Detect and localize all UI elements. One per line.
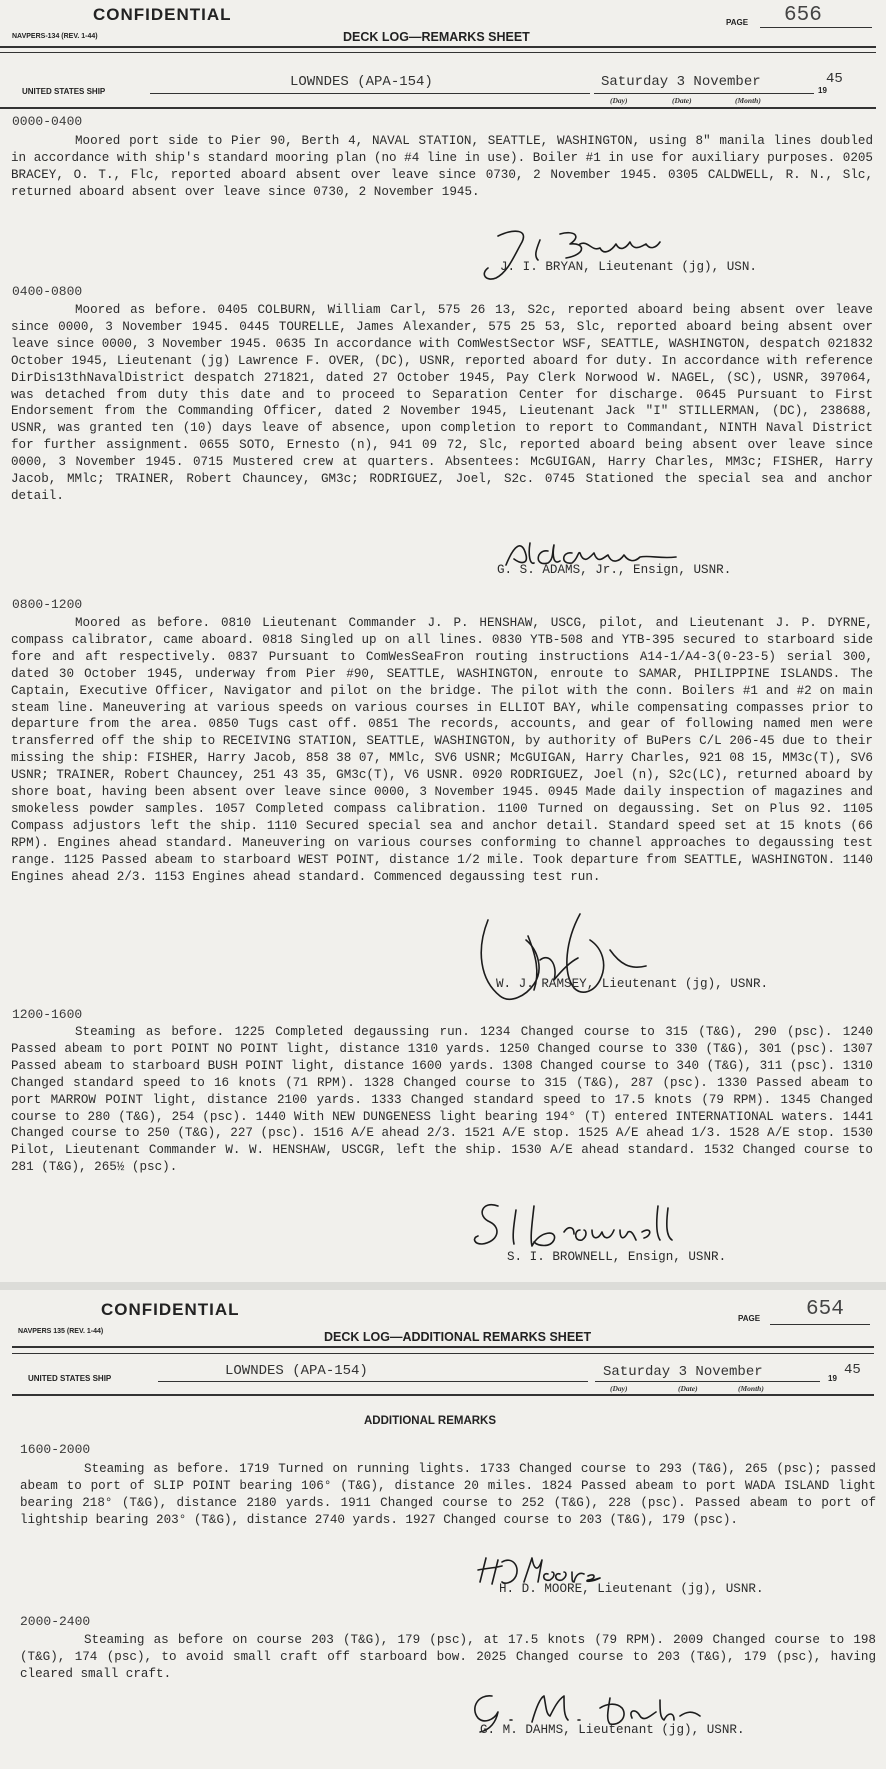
page-number: 654: [806, 1298, 844, 1321]
year-prefix: 19: [828, 1374, 837, 1383]
deck-log-additional-remarks-sheet: [0, 1290, 886, 1769]
caption-month: (Month): [735, 96, 761, 105]
caption-date: (Date): [672, 96, 692, 105]
caption-day: (Day): [610, 1384, 628, 1393]
header-rule-bottom: [0, 52, 876, 53]
watch-label: 2000-2400: [20, 1614, 91, 1629]
additional-remarks-heading: ADDITIONAL REMARKS: [364, 1415, 497, 1427]
signature-line: H. D. MOORE, Lieutenant (jg), USNR.: [499, 1582, 764, 1596]
watch-label: 1200-1600: [12, 1007, 83, 1022]
signature-line: J. I. BRYAN, Lieutenant (jg), USN.: [500, 260, 757, 274]
signature-line: S. I. BROWNELL, Ensign, USNR.: [507, 1250, 727, 1264]
signature-line: W. J. RAMSEY, Lieutenant (jg), USNR.: [496, 977, 769, 991]
year-suffix: 45: [826, 71, 843, 87]
page-underline: [770, 1324, 870, 1325]
sheet-title: DECK LOG—REMARKS SHEET: [343, 30, 530, 44]
entry-text: Steaming as before on course 203 (T&G), 179 (psc), at 17.5 knots (79 RPM). 2009 Changed course to 198 (T&G), 174 (psc), to avoid small craft off starboard bow. 2025 Changed course to 203 (T&G), 179 (psc), having cleared small craft.: [20, 1633, 876, 1681]
ship-name: LOWNDES (APA-154): [225, 1363, 368, 1379]
log-date: Saturday 3 November: [601, 74, 761, 90]
page-underline: [760, 27, 872, 28]
signature-brownell: [468, 1196, 688, 1256]
ship-label: UNITED STATES SHIP: [28, 1374, 112, 1383]
caption-month: (Month): [738, 1384, 764, 1393]
date-line: [595, 1381, 820, 1382]
ship-row-rule: [12, 1394, 874, 1396]
form-number: NAVPERS 135 (REV. 1-44): [18, 1328, 104, 1335]
ship-name: LOWNDES (APA-154): [290, 74, 433, 90]
confidential-stamp: CONFIDENTIAL: [101, 1300, 240, 1319]
caption-date: (Date): [678, 1384, 698, 1393]
signature-bryan: [470, 222, 690, 292]
entry-text: Moored as before. 0810 Lieutenant Commander J. P. HENSHAW, USCG, pilot, and Lieutenant J. P. DYRNE, compass calibrator, came aboard. 0818 Singled up on all lines. 0830 YTB-508 and YTB-395 secured to starboard side fore and aft respectively. 0837 Pursuant to ComWesSeaFron routing instructions A14-1/A4-3(0-23-5) serial 300, dated 30 October 1945, underway from Pier #90, SEATTLE, WASHINGTON, enroute to SAMAR, PHILIPPINE ISLANDS. The Captain, Executive Officer, Navigator and pilot on the bridge. The pilot with the conn. Boilers #1 and #2 on main steam line. Maneuvering at various speeds on various courses in ELLIOT BAY, while compensating compasses prior to departure from the area. 0850 Tugs cast off. 0851 The records, accounts, and gear of following named men were transferred off the ship to RECEIVING STATION, SEATTLE, WASHINGTON, by authority of BuPers C/L 206-45 due to their missing the ship: FISHER, Harry Jacob, 858 38 07, MMlc, SV6 USNR; McGUIGAN, Harry Charles, 921 08 15, MM3c(T), SV6 USNR; TRAINER, Robert Chauncey, 251 43 35, GM3c(T), V6 USNR. 0920 RODRIGUEZ, Joel (n), S2c(LC), returned aboard by shore boat, having been absent over leave since 0000, 3 November 1945. 0945 Made daily inspection of magazines and smokeless powder samples. 1057 Completed compass calibration. 1100 Turned on degaussing. Set on Plus 92. 1105 Compass adjustors left the ship. 1110 Secured special sea and anchor detail. Standard speed set at 15 knots (66 RPM). Engines ahead standard. Maneuvering on various courses conforming to channel approaches to degaussing test range. 1125 Passed abeam to starboard WEST POINT, distance 1/2 mile. Took departure from SEATTLE, WASHINGTON. 1140 Engines ahead 2/3. 1153 Engines ahead standard. Commenced degaussing test run.: [11, 616, 873, 884]
caption-day: (Day): [610, 96, 628, 105]
entry-text: Moored port side to Pier 90, Berth 4, NAVAL STATION, SEATTLE, WASHINGTON, using 8" manila lines doubled in accordance with ship's standard mooring plan (no #4 line in use). Boiler #1 in use for auxiliary purposes. 0205 BRACEY, O. T., Flc, reported aboard absent over leave since 0730, 2 November 1945. 0305 CALDWELL, R. N., Slc, returned aboard absent over leave since 0730, 2 November 1945.: [11, 134, 873, 199]
ship-row-rule: [0, 107, 876, 109]
watch-label: 0000-0400: [12, 114, 83, 129]
page-label: PAGE: [738, 1314, 761, 1323]
signature-ramsey: [470, 900, 710, 1010]
header-rule-bottom: [12, 1353, 874, 1354]
header-rule-top: [0, 46, 876, 48]
header-rule-top: [12, 1346, 874, 1348]
entry-text: Moored as before. 0405 COLBURN, William Carl, 575 26 13, S2c, reported aboard being absent over leave since 0000, 3 November 1945. 0445 TOURELLE, James Alexander, 575 25 53, Slc, reported aboard being absent over leave since 0000, 3 November 1945. 0635 In accordance with ComWestSector WSF, SEATTLE, WASHINGTON, despatch 021832 October 1945, Lieutenant (jg) Lawrence F. OVER, (DC), USNR, reported aboard for duty. In accordance with reference DirDis13thNavalDistrict despatch 271821, dated 27 October 1945, Pay Clerk Norwood W. NAGEL, (SC), USNR, 397064, was detached from duty this date and to proceed to Separation Center for discharge. 0645 Pursuant to First Endorsement from the Commanding Officer, dated 2 November 1945, Lieutenant Jack "I" STILLERMAN, (DC), 238688, USNR, was granted ten (10) days leave of absence, upon completion to report to Commandant, NINTH Naval District for further assignment. 0655 SOTO, Ernesto (n), 941 09 72, Slc, reported aboard being absent over leave since 0000, 3 November 1945. 0715 Mustered crew at quarters. Absentees: McGUIGAN, Harry Charles, MM3c; FISHER, Harry Jacob, MMlc; TRAINER, Robert Chauncey, GM3c; RODRIGUEZ, Joel, S2c. 0745 Stationed the special sea and anchor detail.: [11, 303, 873, 503]
signature-line: G. S. ADAMS, Jr., Ensign, USNR.: [497, 563, 732, 577]
entry-text: Steaming as before. 1225 Completed degaussing run. 1234 Changed course to 315 (T&G), 290 (psc). 1240 Passed abeam to port POINT NO POINT light, distance 1310 yards. 1250 Changed course to 330 (T&G), 301 (psc). 1307 Passed abeam to starboard BUSH POINT light, distance 1600 yards. 1308 Changed course to 340 (T&G), 311 (psc). 1310 Changed standard speed to 16 knots (71 RPM). 1328 Changed course to 315 (T&G), 287 (psc). 1330 Passed abeam to port MARROW POINT light, distance 2100 yards. 1333 Changed standard speed to 17.5 knots (79 RPM). 1345 Changed course to 280 (T&G), 254 (psc). 1440 With NEW DUNGENESS light bearing 194° (T) entered INTERNATIONAL waters. 1441 Changed course to 250 (T&G), 227 (psc). 1516 A/E ahead 2/3. 1521 A/E stop. 1525 A/E ahead 1/3. 1528 A/E stop. 1530 Pilot, Lieutenant Commander W. W. HENSHAW, USCGR, left the ship. 1530 A/E ahead standard. 1532 Changed course to 281 (T&G), 265½ (psc).: [11, 1025, 873, 1175]
watch-label: 0400-0800: [12, 284, 83, 299]
ship-name-line: [158, 1381, 588, 1382]
ship-label: UNITED STATES SHIP: [22, 87, 106, 96]
watch-label: 1600-2000: [20, 1442, 91, 1457]
year-suffix: 45: [844, 1362, 861, 1378]
sheet-title: DECK LOG—ADDITIONAL REMARKS SHEET: [324, 1330, 592, 1344]
log-date: Saturday 3 November: [603, 1364, 763, 1380]
entry-text: Steaming as before. 1719 Turned on running lights. 1733 Changed course to 293 (T&G), 265 (psc); passed abeam to port of SLIP POINT bearing 106° (T&G), distance 20 miles. 1824 Passed abeam to port WADA ISLAND light bearing 218° (T&G), distance 2180 yards. 1911 Changed course to 252 (T&G), 228 (psc). Passed abeam to port of lightship bearing 203° (T&G), distance 2740 yards. 1927 Changed course to 203 (T&G), 179 (psc).: [20, 1462, 876, 1527]
ship-name-line: [150, 93, 590, 94]
form-number: NAVPERS-134 (REV. 1-44): [12, 33, 98, 40]
date-line: [594, 93, 814, 94]
page-number: 656: [784, 4, 822, 27]
confidential-stamp: CONFIDENTIAL: [93, 5, 232, 24]
page-label: PAGE: [726, 18, 749, 27]
watch-label: 0800-1200: [12, 597, 83, 612]
year-prefix: 19: [818, 86, 827, 95]
signature-line: G. M. DAHMS, Lieutenant (jg), USNR.: [480, 1723, 745, 1737]
